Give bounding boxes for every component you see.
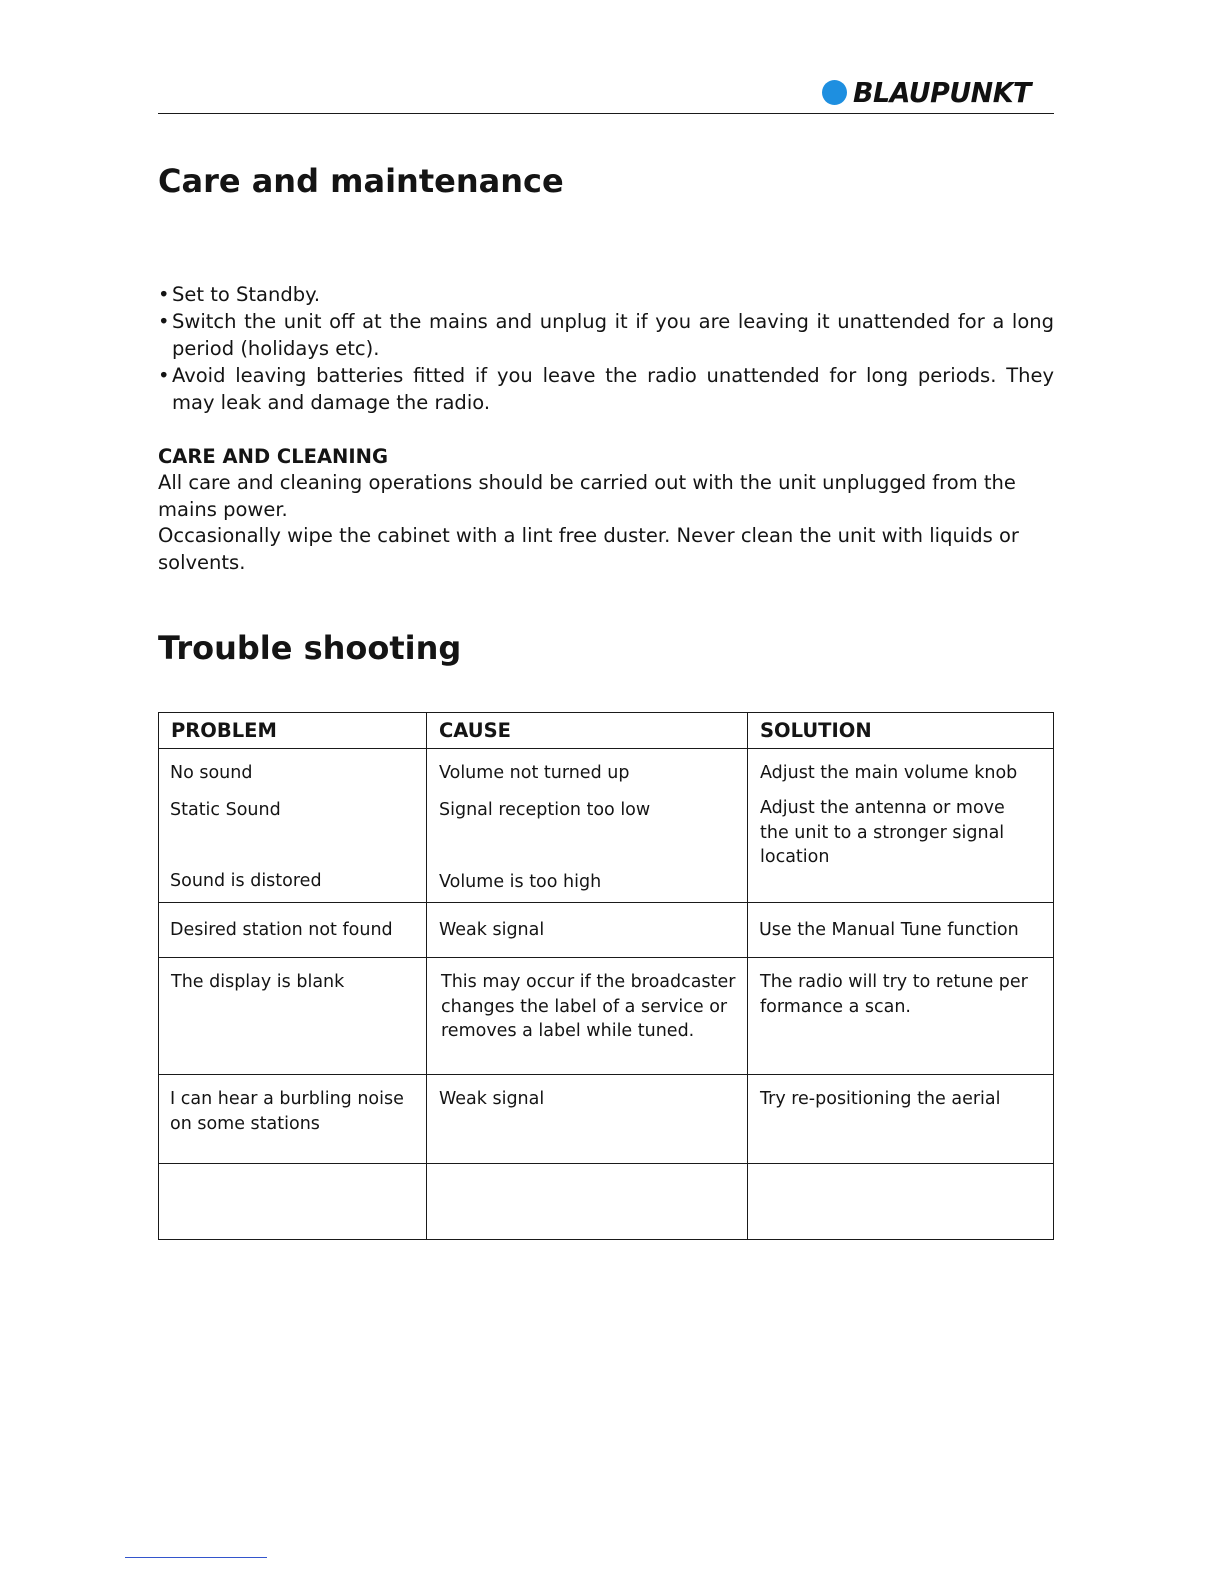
table-row — [159, 903, 1054, 958]
care-bullet: • Switch the unit off at the mains and unplug it if you are leaving it unattended for a long period (holidays etc). — [158, 308, 1054, 362]
table-row — [159, 1164, 1054, 1240]
cause-text: Volume is too high — [439, 872, 602, 892]
table-row — [159, 749, 1054, 903]
problem-cell — [159, 1164, 427, 1240]
problem-text: Sound is distored — [170, 871, 322, 891]
cause-cell — [427, 903, 748, 958]
problem-cell — [159, 958, 427, 1075]
problem-cell — [159, 903, 427, 958]
troubleshooting-title: Trouble shooting — [158, 629, 462, 667]
cause-cell — [427, 749, 748, 903]
solution-cell — [748, 903, 1054, 958]
header-divider — [158, 113, 1054, 114]
column-header-problem: PROBLEM — [159, 713, 427, 749]
solution-cell — [748, 1164, 1054, 1240]
problem-cell — [159, 749, 427, 903]
solution-cell — [748, 749, 1054, 903]
solution-text: The radio will try to retune per formance a scan. — [760, 972, 1028, 1017]
solution-text: Adjust the main volume knob — [760, 763, 1018, 783]
cleaning-paragraph: All care and cleaning operations should be carried out with the unit unplugged from the mains power. — [158, 471, 1016, 521]
problem-text: The display is blank — [171, 972, 345, 992]
cleaning-heading: CARE AND CLEANING — [158, 445, 388, 468]
problem-text: Desired station not found — [170, 920, 393, 940]
cause-cell — [427, 958, 748, 1075]
footer-underline — [125, 1557, 267, 1558]
cleaning-paragraph: Occasionally wipe the cabinet with a lint free duster. Never clean the unit with liquids or solvents. — [158, 524, 1019, 574]
table-row — [159, 1075, 1054, 1164]
solution-cell — [748, 958, 1054, 1075]
problem-cell — [159, 1075, 427, 1164]
cause-text: Signal reception too low — [439, 800, 651, 820]
problem-text: No sound — [170, 763, 253, 783]
solution-text: Adjust the antenna or move the unit to a stronger signal location — [760, 798, 1005, 867]
table-header-row — [159, 713, 1054, 749]
problem-text: Static Sound — [170, 800, 281, 820]
column-header-cause: CAUSE — [427, 713, 748, 749]
troubleshooting-table — [158, 712, 1054, 1240]
care-bullet: • Avoid leaving batteries fitted if you leave the radio unattended for long periods. They may leak and damage the radio. — [158, 362, 1054, 416]
brand-logo — [822, 76, 1038, 108]
problem-text: I can hear a burbling noise on some stations — [170, 1089, 404, 1134]
brand-dot-icon — [822, 80, 847, 105]
column-header-solution: SOLUTION — [748, 713, 1054, 749]
cause-text: Weak signal — [439, 1089, 545, 1109]
cause-text: Weak signal — [439, 920, 545, 940]
table-row — [159, 958, 1054, 1075]
care-bullet: • Set to Standby. — [158, 281, 1054, 308]
solution-text: Try re-positioning the aerial — [760, 1089, 1001, 1109]
cause-text: Volume not turned up — [439, 763, 630, 783]
cause-cell — [427, 1164, 748, 1240]
solution-text: Use the Manual Tune function — [759, 920, 1019, 940]
cause-cell — [427, 1075, 748, 1164]
cause-text: This may occur if the broadcaster changes the label of a service or removes a label while tuned. — [441, 972, 736, 1041]
care-title: Care and maintenance — [158, 162, 564, 200]
solution-cell — [748, 1075, 1054, 1164]
care-bullet-list — [158, 281, 1054, 416]
brand-name: BLAUPUNKT — [853, 75, 1031, 109]
